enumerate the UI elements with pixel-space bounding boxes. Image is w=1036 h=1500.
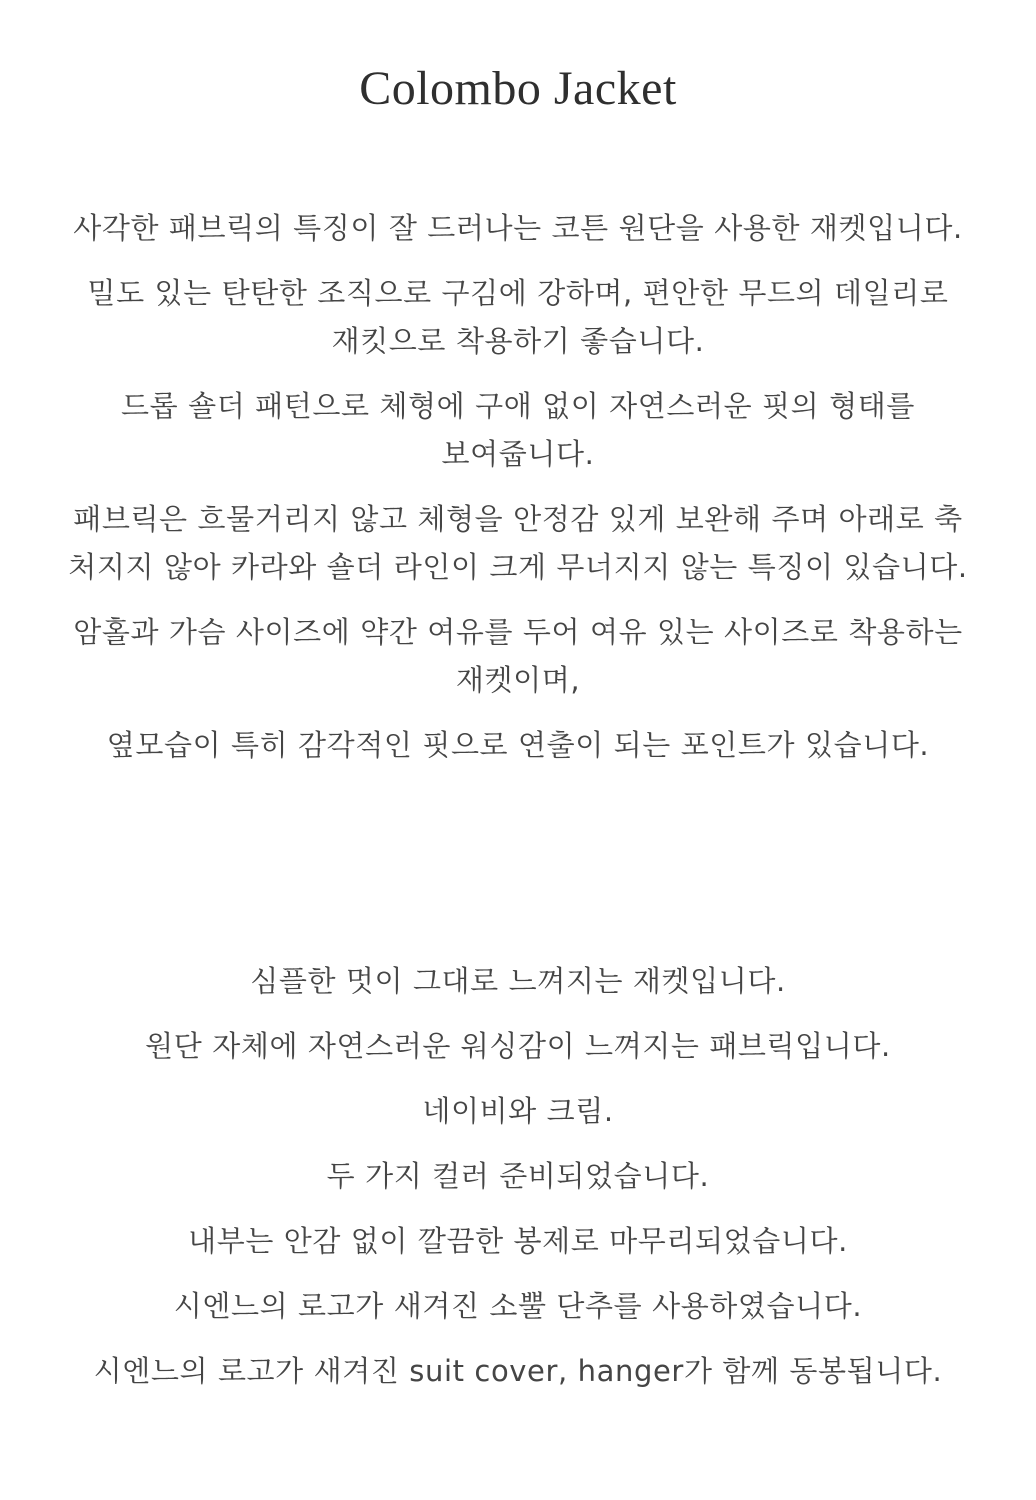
detail-line: 시엔느의 로고가 새겨진 suit cover, hanger가 함께 동봉됩니다. bbox=[93, 1354, 943, 1388]
description-paragraph: 패브릭은 흐물거리지 않고 체형을 안정감 있게 보완해 주며 아래로 축 처지지 않아 카라와 숄더 라인이 크게 무너지지 않는 특징이 있습니다. bbox=[68, 502, 968, 584]
detail-line: 원단 자체에 자연스러운 워싱감이 느껴지는 패브릭입니다. bbox=[145, 1029, 891, 1063]
product-details-list bbox=[44, 957, 992, 1395]
description-paragraph: 사각한 패브릭의 특징이 잘 드러나는 코튼 원단을 사용한 재켓입니다. bbox=[73, 211, 963, 245]
description-paragraph: 드롭 숄더 패턴으로 체형에 구애 없이 자연스러운 핏의 형태를 보여줍니다. bbox=[121, 389, 915, 471]
detail-line: 네이비와 크림. bbox=[422, 1094, 614, 1128]
detail-line: 심플한 멋이 그대로 느껴지는 재켓입니다. bbox=[250, 964, 786, 998]
description-paragraph: 암홀과 가슴 사이즈에 약간 여유를 두어 여유 있는 사이즈로 착용하는 재켓이며, bbox=[73, 615, 963, 697]
detail-line: 내부는 안감 없이 깔끔한 봉제로 마무리되었습니다. bbox=[188, 1224, 848, 1258]
product-title: Colombo Jacket bbox=[359, 62, 677, 115]
detail-line: 시엔느의 로고가 새겨진 소뿔 단추를 사용하였습니다. bbox=[173, 1289, 863, 1323]
description-paragraph: 옆모습이 특히 감각적인 핏으로 연출이 되는 포인트가 있습니다. bbox=[106, 728, 930, 762]
detail-line: 두 가지 컬러 준비되었습니다. bbox=[326, 1159, 710, 1193]
description-paragraph: 밀도 있는 탄탄한 조직으로 구김에 강하며, 편안한 무드의 데일리로 재킷으로 착용하기 좋습니다. bbox=[87, 276, 949, 358]
fabric-fit-description bbox=[44, 204, 992, 769]
